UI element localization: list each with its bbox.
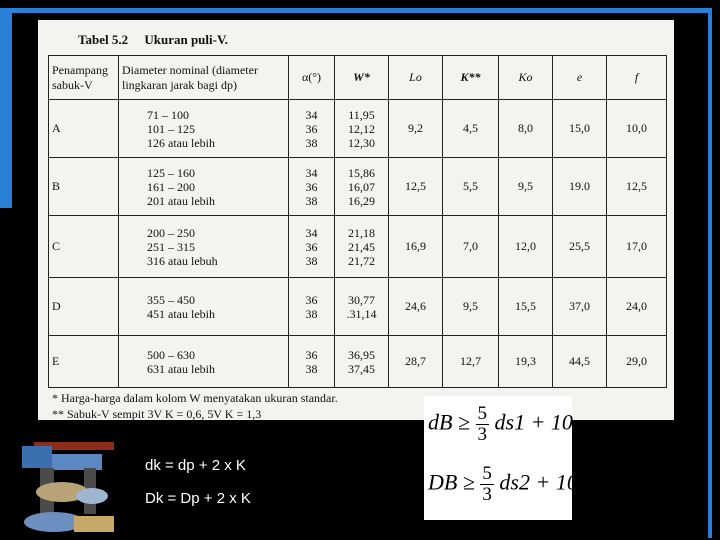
table-title	[78, 32, 228, 48]
cell-diameter-line: 451 atau lebih	[147, 306, 215, 321]
cell-section: D	[49, 278, 119, 336]
cell-w	[335, 100, 389, 158]
header-lo: Lo	[389, 56, 443, 100]
cell-w-line: 15,86	[348, 165, 375, 180]
frame-right-border	[708, 8, 712, 538]
cell-w	[335, 336, 389, 388]
cell-diameter	[119, 216, 289, 278]
frame-left-border	[0, 8, 12, 208]
equation-large-pulley: Dk = Dp + 2 x K	[145, 490, 251, 507]
cell-ko: 9,5	[499, 158, 553, 216]
cell-w-line: 21,45	[348, 239, 375, 254]
cell-lo: 12,5	[389, 158, 443, 216]
cell-w-line: 16,29	[348, 193, 375, 208]
table-row	[49, 278, 667, 336]
table-number: Tabel 5.2	[78, 32, 129, 47]
table-row	[49, 100, 667, 158]
cell-alpha-line: 38	[305, 361, 318, 376]
cell-f: 10,0	[607, 100, 667, 158]
header-alpha: α(°)	[289, 56, 335, 100]
cell-w	[335, 158, 389, 216]
cell-section: C	[49, 216, 119, 278]
cell-alpha-line: 38	[305, 193, 318, 208]
header-penampang: Penampang sabuk-V	[49, 56, 119, 100]
cell-ko: 19,3	[499, 336, 553, 388]
cell-diameter-line: 161 – 200	[147, 179, 195, 194]
machine-illustration	[14, 436, 124, 536]
header-diameter: Diameter nominal (diameter lingkaran jarak bagi dp)	[119, 56, 289, 100]
cell-ko: 15,5	[499, 278, 553, 336]
cell-k: 7,0	[443, 216, 499, 278]
cell-e: 25,5	[553, 216, 607, 278]
cell-diameter-line: 500 – 630	[147, 347, 195, 362]
frame-top-border	[12, 8, 710, 13]
cell-e: 37,0	[553, 278, 607, 336]
cell-diameter-line: 201 atau lebih	[147, 193, 215, 208]
cell-section: B	[49, 158, 119, 216]
cell-diameter-line: 101 – 125	[147, 121, 195, 136]
cell-alpha-line: 36	[305, 292, 318, 307]
cell-w-line: .31,14	[346, 306, 377, 321]
cell-e: 15,0	[553, 100, 607, 158]
cell-alpha-line: 36	[305, 121, 318, 136]
table-header-row	[49, 56, 667, 100]
cell-diameter-line: 316 atau lebuh	[147, 253, 218, 268]
cell-alpha-line: 34	[305, 165, 318, 180]
cell-alpha	[289, 158, 335, 216]
table-caption: Ukuran puli-V.	[144, 32, 228, 47]
header-e: e	[553, 56, 607, 100]
cell-alpha-line: 36	[305, 347, 318, 362]
cell-alpha	[289, 278, 335, 336]
cell-f: 17,0	[607, 216, 667, 278]
cell-alpha-line: 36	[305, 179, 318, 194]
equation-small-pulley: dk = dp + 2 x K	[145, 457, 246, 474]
cell-diameter-line: 251 – 315	[147, 239, 195, 254]
table-row	[49, 216, 667, 278]
cell-ko: 12,0	[499, 216, 553, 278]
formula-panel	[424, 396, 578, 520]
footnote-narrow-belt: ** Sabuk-V sempit 3V K = 0,6, 5V K = 1,3	[52, 407, 262, 421]
cell-alpha	[289, 216, 335, 278]
footnote-standard: * Harga-harga dalam kolom W menyatakan ukuran standar.	[52, 391, 338, 405]
cell-alpha-line: 38	[305, 253, 318, 268]
cell-diameter-line: 631 atau lebih	[147, 361, 215, 376]
cell-section: E	[49, 336, 119, 388]
cell-w-line: 30,77	[348, 292, 375, 307]
cell-lo: 28,7	[389, 336, 443, 388]
cell-w-line: 36,95	[348, 347, 375, 362]
cell-w-line: 11,95	[348, 107, 375, 122]
cell-k: 4,5	[443, 100, 499, 158]
cell-diameter	[119, 158, 289, 216]
cell-alpha-line: 38	[305, 306, 318, 321]
cell-diameter	[119, 100, 289, 158]
cell-diameter	[119, 336, 289, 388]
cell-alpha-line: 38	[305, 135, 318, 150]
cell-lo: 9,2	[389, 100, 443, 158]
cell-alpha	[289, 100, 335, 158]
cell-alpha-line: 34	[305, 225, 318, 240]
cell-k: 9,5	[443, 278, 499, 336]
table-row	[49, 336, 667, 388]
cell-lo: 16,9	[389, 216, 443, 278]
cell-w	[335, 216, 389, 278]
cell-w-line: 12,30	[348, 135, 375, 150]
cell-diameter-line: 200 – 250	[147, 225, 195, 240]
header-f: f	[607, 56, 667, 100]
cell-diameter-line: 71 – 100	[147, 107, 189, 122]
cell-alpha-line: 36	[305, 239, 318, 254]
cell-section: A	[49, 100, 119, 158]
cell-f: 24,0	[607, 278, 667, 336]
pulley-size-table	[48, 55, 667, 388]
cell-w-line: 21,18	[348, 225, 375, 240]
cell-f: 29,0	[607, 336, 667, 388]
cell-f: 12,5	[607, 158, 667, 216]
cell-w-line: 12,12	[348, 121, 375, 136]
cell-k: 5,5	[443, 158, 499, 216]
cell-k: 12,7	[443, 336, 499, 388]
cell-lo: 24,6	[389, 278, 443, 336]
cell-diameter-line: 126 atau lebih	[147, 135, 215, 150]
cell-e: 19.0	[553, 158, 607, 216]
table-row	[49, 158, 667, 216]
cell-ko: 8,0	[499, 100, 553, 158]
cell-alpha	[289, 336, 335, 388]
cell-diameter-line: 355 – 450	[147, 292, 195, 307]
cell-alpha-line: 34	[305, 107, 318, 122]
cell-diameter-line: 125 – 160	[147, 165, 195, 180]
formula-small-diameter: dB ≥ $\frac{5}{3}$ ds1 + 10	[428, 403, 573, 445]
formula-large-diameter: DB ≥ $\frac{5}{3}$ ds2 + 10	[428, 463, 578, 505]
cell-w-line: 16,07	[348, 179, 375, 194]
cell-w	[335, 278, 389, 336]
cell-diameter	[119, 278, 289, 336]
cell-w-line: 21,72	[348, 253, 375, 268]
header-k: K**	[443, 56, 499, 100]
header-w: W*	[335, 56, 389, 100]
header-ko: Ko	[499, 56, 553, 100]
cell-e: 44,5	[553, 336, 607, 388]
cell-w-line: 37,45	[348, 361, 375, 376]
